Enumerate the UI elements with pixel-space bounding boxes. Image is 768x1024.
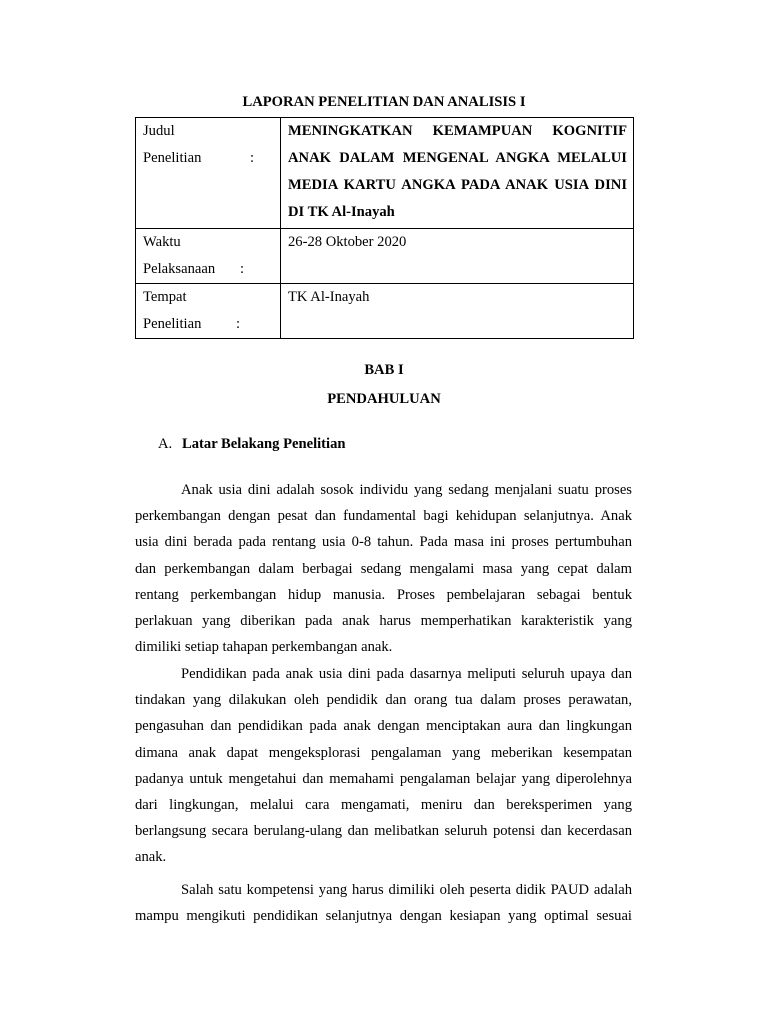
table-label-cell: [136, 229, 281, 284]
research-title-line: MEDIA KARTU ANGKA PADA ANAK USIA DINI: [288, 177, 627, 193]
research-title-line: DI TK Al-Inayah: [288, 204, 395, 220]
research-title-line: MENINGKATKAN KEMAMPUAN KOGNITIF: [288, 123, 627, 139]
paragraph-line: pengasuhan dan pendidikan pada anak dengan menciptakan aura dan lingkungan: [135, 718, 632, 735]
table-row: [136, 284, 634, 339]
chapter-title: PENDAHULUAN: [327, 391, 441, 407]
paragraph-line: Salah satu kompetensi yang harus dimiliki oleh peserta didik PAUD adalah: [181, 882, 632, 898]
paragraph-line: dan perkembangan dalam berbagai sedang mengalami masa yang cepat dalam: [135, 560, 632, 577]
paragraph: [135, 661, 632, 871]
paragraph-line: padanya untuk mengetahui dan memahami pengalaman belajar yang diperolehnya: [135, 770, 632, 787]
paragraph-line: mampu mengikuti pendidikan selanjutnya dengan kesiapan yang optimal sesuai: [135, 908, 632, 925]
research-title-cell: [281, 118, 634, 229]
label-line: Penelitian: [143, 150, 202, 166]
label-line: Tempat: [143, 289, 187, 305]
section-title: Latar Belakang Penelitian: [182, 436, 346, 452]
paragraph: [135, 477, 632, 660]
location-cell: TK Al-Inayah: [281, 284, 634, 339]
paragraph-line: tindakan yang dilakukan oleh pendidik dan orang tua dalam proses perawatan,: [135, 692, 632, 709]
paragraph-line: usia dini berada pada rentang usia 0-8 tahun. Pada masa ini proses pertumbuhan: [135, 534, 632, 551]
paragraph-line: dimana anak dapat mengeksplorasi pengalaman yang meberikan kesempatan: [135, 744, 632, 761]
label-line: Waktu: [143, 234, 181, 250]
table-label-cell: [136, 118, 281, 229]
chapter-number: BAB I: [364, 362, 404, 378]
paragraph-line: rentang perkembangan hidup manusia. Proses pembelajaran sebagai bentuk: [135, 586, 632, 603]
section-heading: [158, 434, 346, 454]
paragraph-line: Anak usia dini adalah sosok individu yang sedang menjalani suatu proses: [181, 482, 632, 498]
execution-date-cell: 26-28 Oktober 2020: [281, 229, 634, 284]
table-row: [136, 118, 634, 229]
section-marker: A.: [158, 436, 173, 452]
label-colon: :: [249, 150, 254, 166]
paragraph-line: berlangsung secara berulang-ulang dan melibatkan seluruh potensi dan kecerdasan: [135, 823, 632, 840]
label-colon: :: [239, 261, 244, 277]
report-title: LAPORAN PENELITIAN DAN ANALISIS I: [242, 94, 526, 110]
label-line: Penelitian: [143, 316, 202, 332]
table-label-cell: [136, 284, 281, 339]
paragraph-line: dari lingkungan, melalui cara mengamati, meniru dan bereksperimen yang: [135, 797, 632, 814]
label-line: Pelaksanaan: [143, 261, 216, 277]
label-line: Judul: [143, 123, 175, 139]
research-title-line: ANAK DALAM MENGENAL ANGKA MELALUI: [288, 150, 627, 166]
paragraph: [135, 877, 632, 929]
table-row: [136, 229, 634, 284]
paragraph-line: Pendidikan pada anak usia dini pada dasarnya meliputi seluruh upaya dan: [181, 666, 632, 682]
paragraph-line: dimiliki setiap tahapan perkembangan anak.: [135, 639, 393, 656]
paragraph-line: perlakuan yang diberikan pada anak harus memperhatikan karakteristik yang: [135, 613, 632, 630]
paragraph-line: anak.: [135, 849, 167, 866]
research-info-table: [135, 117, 634, 339]
label-colon: :: [235, 316, 240, 332]
paragraph-line: perkembangan dengan pesat dan fundamental bagi kehidupan selanjutnya. Anak: [135, 508, 632, 525]
